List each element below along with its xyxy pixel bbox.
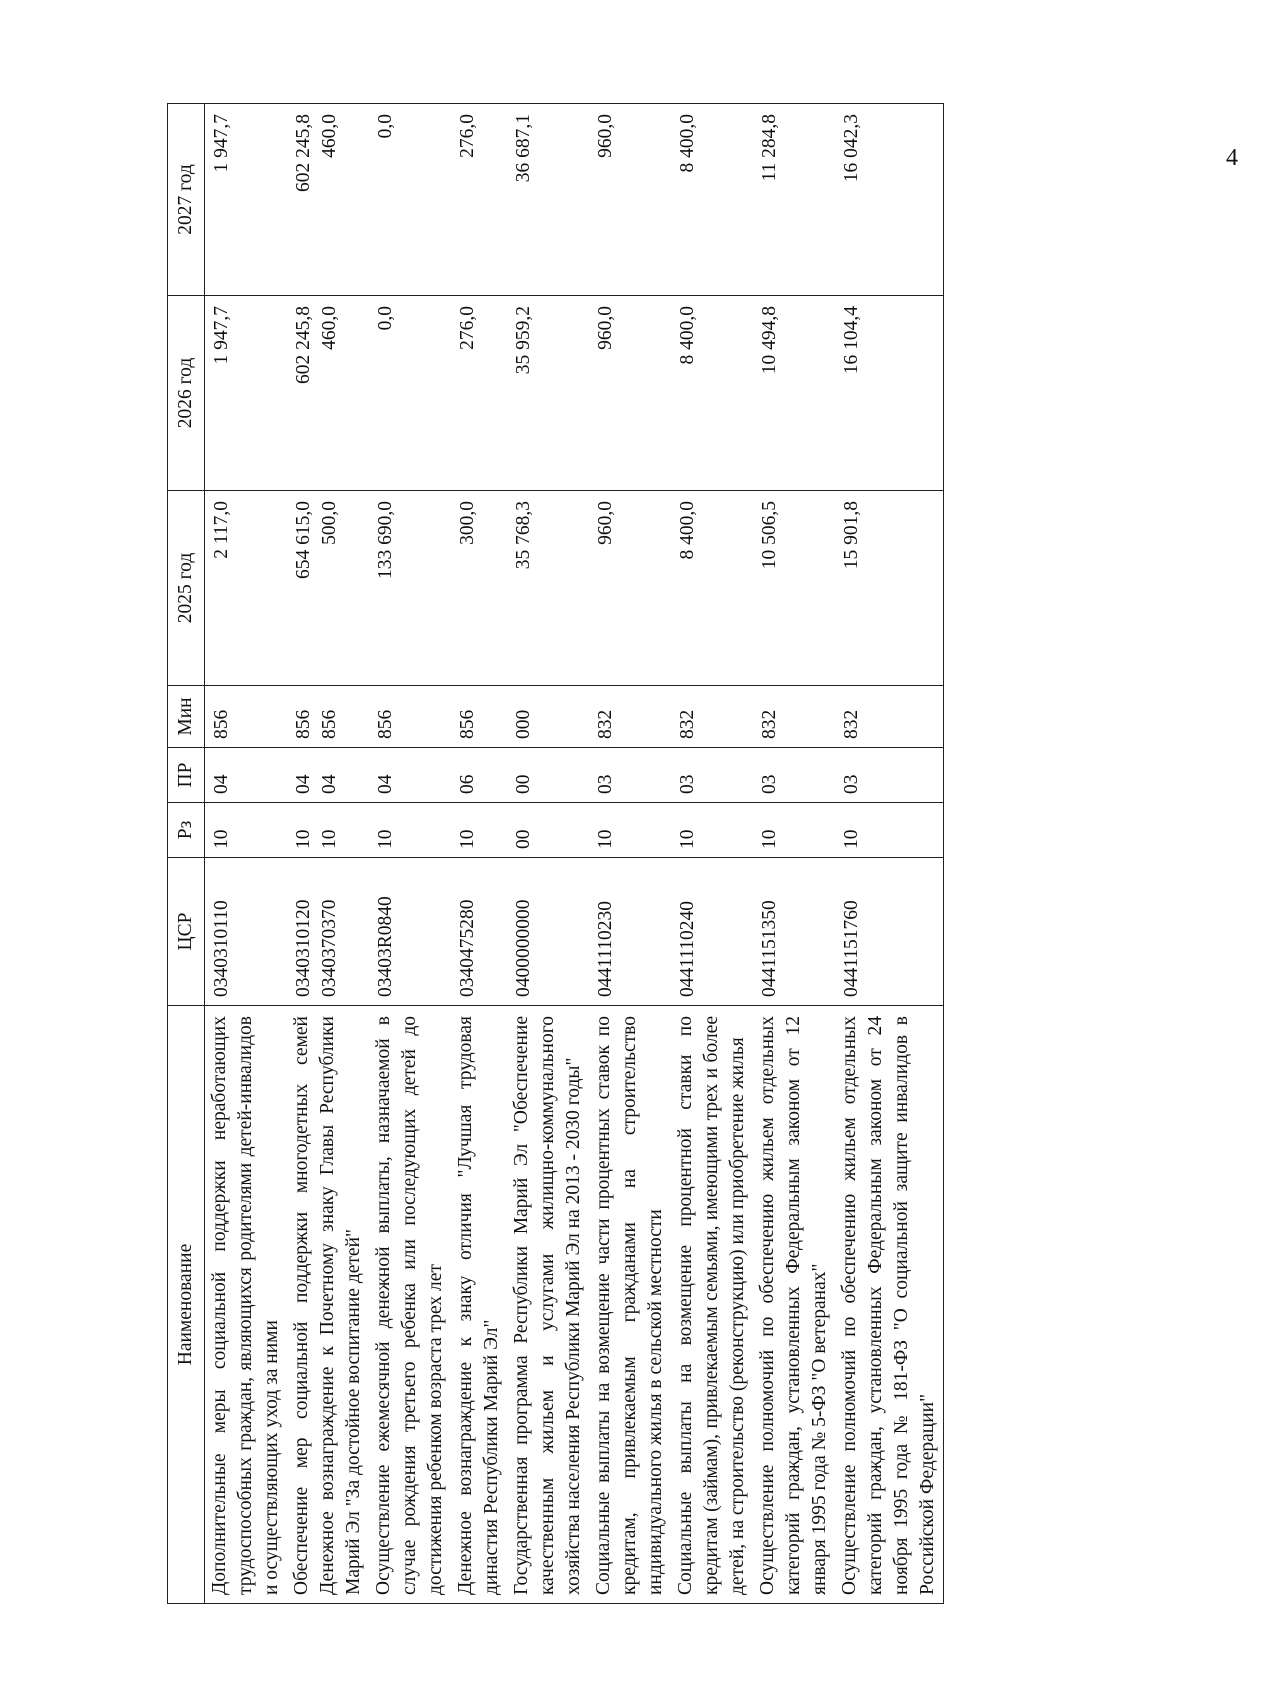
header-min: Мин	[168, 686, 205, 748]
row-rz: 10	[753, 803, 835, 858]
row-2027: 36 687,1	[507, 104, 589, 296]
row-2027: 460,0	[319, 114, 340, 158]
row-2026-pair	[287, 296, 369, 491]
row-2027: 276,0	[451, 104, 507, 296]
table-row	[287, 104, 369, 1604]
row-2027: 602 245,8	[293, 114, 314, 192]
row-csr-pair	[287, 858, 369, 1006]
row-2025: 654 615,0	[293, 501, 314, 579]
row-min: 832	[753, 686, 835, 748]
row-csr: 0340310110	[205, 858, 288, 1006]
row-rz: 10	[671, 803, 753, 858]
table-row	[369, 104, 451, 1604]
row-csr: 0441110230	[589, 858, 671, 1006]
row-rz-pair	[287, 803, 369, 858]
header-2026: 2026 год	[168, 296, 205, 491]
row-name: Обеспечение мер социальной поддержки многодетных семей	[291, 1016, 312, 1595]
row-name-pair	[287, 1006, 369, 1604]
table-row	[205, 104, 288, 1604]
row-min: 856	[451, 686, 507, 748]
budget-table-rotated	[167, 104, 1262, 1604]
row-min-pair	[287, 686, 369, 748]
row-csr: 0400000000	[507, 858, 589, 1006]
row-2026: 16 104,4	[835, 296, 944, 491]
row-pr: 03	[753, 748, 835, 803]
row-min: 856	[205, 686, 288, 748]
row-csr: 0340370370	[319, 899, 340, 997]
row-2026: 35 959,2	[507, 296, 589, 491]
row-2026: 960,0	[589, 296, 671, 491]
row-name: Государственная программа Республики Марий Эл "Обеспечение качественным жильем и услугами жилищно-коммунального хозяйства населения Республики Марий Эл на 2013 - 2030 годы"	[507, 1006, 589, 1604]
header-rz: Рз	[168, 803, 205, 858]
row-csr: 0340310120	[293, 899, 314, 997]
row-rz: 10	[293, 829, 314, 849]
row-pr: 03	[589, 748, 671, 803]
row-2026: 276,0	[451, 296, 507, 491]
row-2026: 460,0	[319, 306, 340, 350]
row-2026: 602 245,8	[293, 306, 314, 384]
row-rz: 10	[205, 803, 288, 858]
row-name: Дополнительные меры социальной поддержки неработающих трудоспособных граждан, являющихся родителями детей-инвалидов и осуществляющих уход за ними	[205, 1006, 288, 1604]
row-csr: 0441151350	[753, 858, 835, 1006]
row-min: 832	[671, 686, 753, 748]
row-2025: 8 400,0	[671, 491, 753, 686]
row-min: 000	[507, 686, 589, 748]
header-name: Наименование	[168, 1006, 205, 1604]
row-2027: 16 042,3	[835, 104, 944, 296]
row-rz: 10	[369, 803, 451, 858]
row-2025: 133 690,0	[369, 491, 451, 686]
row-min: 832	[589, 686, 671, 748]
row-2027: 0,0	[369, 104, 451, 296]
header-pr: ПР	[168, 748, 205, 803]
table-row	[589, 104, 671, 1604]
row-pr: 00	[507, 748, 589, 803]
row-rz: 10	[319, 829, 340, 849]
row-name: Осуществление полномочий по обеспечению жильем отдельных категорий граждан, установленных Федеральным законом от 24 ноября 1995 года № 181-ФЗ "О социальной защите инвалидов в Российской Федерации"	[835, 1006, 944, 1604]
row-pr: 03	[835, 748, 944, 803]
row-pr: 06	[451, 748, 507, 803]
row-pr: 04	[319, 774, 340, 794]
row-min: 832	[835, 686, 944, 748]
row-2027: 960,0	[589, 104, 671, 296]
row-rz: 00	[507, 803, 589, 858]
row-2025: 10 506,5	[753, 491, 835, 686]
row-csr: 03403R0840	[369, 858, 451, 1006]
row-name: Денежное вознаграждение к Почетному знаку Главы Республики Марий Эл "За достойное воспитание детей"	[317, 1016, 364, 1595]
row-2025: 500,0	[319, 501, 340, 545]
row-2025: 35 768,3	[507, 491, 589, 686]
header-row	[168, 104, 205, 1604]
row-name: Осуществление ежемесячной денежной выплаты, назначаемой в случае рождения третьего ребенка или последующих детей до достижения ребенком возраста трех лет	[369, 1006, 451, 1604]
row-2026: 0,0	[369, 296, 451, 491]
row-2025: 2 117,0	[205, 491, 288, 686]
row-name: Осуществление полномочий по обеспечению жильем отдельных категорий граждан, установленных Федеральным законом от 12 января 1995 года № 5-ФЗ "О ветеранах"	[753, 1006, 835, 1604]
row-rz: 10	[589, 803, 671, 858]
page-number: 4	[1226, 145, 1238, 171]
row-pr: 03	[671, 748, 753, 803]
row-2026: 1 947,7	[205, 296, 288, 491]
header-2025: 2025 год	[168, 491, 205, 686]
budget-table	[167, 103, 944, 1604]
row-name: Социальные выплаты на возмещение процентной ставки по кредитам (займам), привлекаемым семьями, имеющими трех и более детей, на строительство (реконструкцию) или приобретение жилья	[671, 1006, 753, 1604]
row-csr: 0441151760	[835, 858, 944, 1006]
row-2025-pair	[287, 491, 369, 686]
row-2026: 8 400,0	[671, 296, 753, 491]
row-2025: 15 901,8	[835, 491, 944, 686]
row-pr: 04	[293, 774, 314, 794]
row-min: 856	[369, 686, 451, 748]
row-2027: 11 284,8	[753, 104, 835, 296]
table-row	[451, 104, 507, 1604]
row-pr: 04	[205, 748, 288, 803]
table-row	[835, 104, 944, 1604]
row-csr: 0441110240	[671, 858, 753, 1006]
row-rz: 10	[451, 803, 507, 858]
row-min: 856	[293, 709, 314, 739]
row-2027-pair	[287, 104, 369, 296]
row-name: Денежное вознаграждение к знаку отличия "Лучшая трудовая династия Республики Марий Эл"	[451, 1006, 507, 1604]
row-2025: 300,0	[451, 491, 507, 686]
row-2027: 8 400,0	[671, 104, 753, 296]
row-rz: 10	[835, 803, 944, 858]
row-2025: 960,0	[589, 491, 671, 686]
row-2027: 1 947,7	[205, 104, 288, 296]
header-2027: 2027 год	[168, 104, 205, 296]
row-pr-pair	[287, 748, 369, 803]
table-row	[753, 104, 835, 1604]
table-row	[671, 104, 753, 1604]
row-name: Социальные выплаты на возмещение части процентных ставок по кредитам, привлекаемым гражданами на строительство индивидуального жилья в сельской местности	[589, 1006, 671, 1604]
row-2026: 10 494,8	[753, 296, 835, 491]
row-csr: 0340475280	[451, 858, 507, 1006]
row-min: 856	[319, 709, 340, 739]
header-csr: ЦСР	[168, 858, 205, 1006]
row-pr: 04	[369, 748, 451, 803]
table-row	[507, 104, 589, 1604]
